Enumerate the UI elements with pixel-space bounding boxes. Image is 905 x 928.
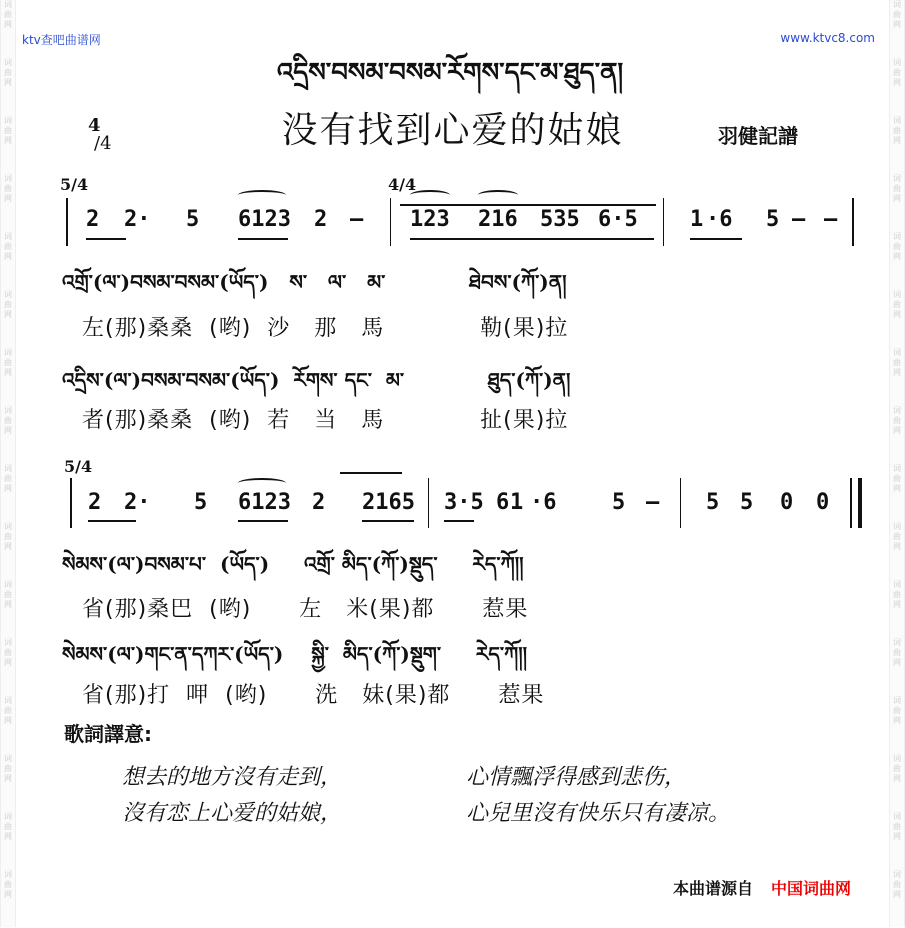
line2-note-4: 2 (312, 490, 326, 515)
line1-note-13: — (792, 207, 806, 232)
beam-top-1 (400, 204, 656, 206)
line1-note-4: 2 (314, 207, 328, 232)
slur-1c (478, 190, 518, 200)
barline-1a (390, 198, 391, 246)
underline-1a (86, 238, 126, 240)
barline-start-1 (66, 198, 68, 246)
barline-2a (428, 478, 429, 528)
right-side-watermark-strip: 词 曲 网 词 曲 网 词 曲 网 词 曲 网 词 曲 网 词 曲 网 词 曲 网 词 曲 网 词 曲 网 词 曲 网 词 曲 网 词 曲 网 词 曲 网 词 曲 网 词 曲 网 词 曲 网 (889, 0, 905, 927)
line1-note-9: 6·5 (598, 207, 638, 232)
underline-1b (238, 238, 288, 240)
line2-note-14: 0 (780, 490, 794, 515)
slur-1a (238, 190, 286, 200)
lyrics-tibetan-2a: སེམས་(ལ་)བསམ་པ་ (ཡོད་) འགྲོ་ མིད་(ཀོ་)སྡུད་ རེད་ཀོ།། (62, 552, 524, 576)
left-side-watermark-strip: 词 曲 网 词 曲 网 词 曲 网 词 曲 网 词 曲 网 词 曲 网 词 曲 网 词 曲 网 词 曲 网 词 曲 网 词 曲 网 词 曲 网 词 曲 网 词 曲 网 词 曲 网 词 曲 网 (0, 0, 16, 927)
recorder-credit: 羽健記譜 (718, 124, 798, 148)
line2-note-9: ·6 (530, 490, 557, 515)
barline-2b (680, 478, 681, 528)
lyrics-tibetan-2b: སེམས་(ལ་)གང་ན་དཀར་(ཡོད་) སྐྱི་ མིད་(ཀོ་)སྡུག་ རེད་ཀོ།། (62, 642, 528, 666)
underline-1c (410, 238, 654, 240)
underline-1d (690, 238, 742, 240)
underline-2a (88, 520, 136, 522)
lyrics-tibetan-1a: འགྲོ་(ལ་)བསམ་བསམ་(ཡོད་) ས་ ལ་ མ་ ཐེབས་(ཀོ་)ན། (62, 270, 567, 294)
line1-note-3: 6123 (238, 207, 291, 232)
slur-1b (410, 190, 450, 200)
line1-note-2: 5 (186, 207, 200, 232)
barline-1b (663, 198, 664, 246)
underline-2d (444, 520, 474, 522)
barline-end-2b (858, 478, 862, 528)
underline-2c (362, 520, 414, 522)
watermark-left: ktv查吧曲谱网 (22, 33, 101, 47)
source-site-link[interactable]: 中国词曲网 (771, 879, 852, 898)
line1-note-10: 1 (690, 207, 704, 232)
barline-end-2a (850, 478, 852, 528)
lyrics-chinese-2a: 省(那)桑巴 (哟) 左 米(果)都 惹果 (82, 597, 529, 622)
line2-note-7: 6 (496, 490, 510, 515)
line2-note-11: — (646, 490, 660, 515)
line1-note-5: — (350, 207, 364, 232)
translation-heading: 歌詞譯意: (64, 722, 152, 746)
main-time-signature: 4 /4 (88, 115, 112, 154)
slur-2a (238, 478, 286, 488)
beam-top-2 (340, 472, 402, 474)
translation-line-2b: 心兒里沒有快乐只有凄凉。 (466, 801, 731, 826)
barline-end-1 (852, 198, 854, 246)
translation-line-2a: 沒有恋上心爱的姑娘， (122, 801, 343, 826)
line1-note-6: 123 (410, 207, 450, 232)
line2-note-0: 2 (88, 490, 102, 515)
line1-note-12: 5 (766, 207, 780, 232)
line2-note-2: 5 (194, 490, 208, 515)
barline-start-2 (70, 478, 72, 528)
translation-line-1a: 想去的地方沒有走到， (122, 765, 343, 790)
line2-note-10: 5 (612, 490, 626, 515)
line1-note-7: 216 (478, 207, 518, 232)
line2-note-5: 2165 (362, 490, 415, 515)
line2-note-6: 3·5 (444, 490, 484, 515)
meter-4-4-line1: 4/4 (388, 175, 417, 194)
line2-note-8: 1 (510, 490, 524, 515)
line2-note-12: 5 (706, 490, 720, 515)
watermark-right: www.ktvc8.com (780, 31, 875, 45)
line2-note-3: 6123 (238, 490, 291, 515)
lyrics-chinese-1b: 者(那)桑桑 (哟) 若 当 馬 扯(果)拉 (82, 408, 569, 433)
tibetan-title: འདྲིས་བསམ་བསམ་རོགས་དང་མ་ཐུད་ན། (276, 58, 624, 88)
lyrics-chinese-1a: 左(那)桑桑 (哟) 沙 那 馬 勒(果)拉 (82, 316, 569, 341)
line1-note-1: 2· (124, 207, 151, 232)
line1-note-0: 2 (86, 207, 100, 232)
song-title: 没有找到心爱的姑娘 (281, 110, 624, 151)
meter-5-4-line2: 5/4 (64, 457, 93, 476)
source-label: 本曲谱源自 (673, 879, 754, 898)
underline-2b (238, 520, 288, 522)
line1-note-8: 535 (540, 207, 580, 232)
translation-line-1b: 心情飄浮得感到悲伤， (466, 765, 687, 790)
lyrics-chinese-2b: 省(那)打 呷 (哟) 洗 妹(果)都 惹果 (82, 683, 545, 708)
line1-note-11: ·6 (706, 207, 733, 232)
lyrics-tibetan-1b: འདྲིས་(ལ་)བསམ་བསམ་(ཡོད་) རོགས་ དང་ མ་ ཐུད་(ཀོ་)ན། (62, 368, 571, 392)
line1-note-14: — (824, 207, 838, 232)
meter-5-4-line1: 5/4 (60, 175, 89, 194)
line2-note-1: 2· (124, 490, 151, 515)
line2-note-15: 0 (816, 490, 830, 515)
source-credit (673, 876, 851, 899)
line2-note-13: 5 (740, 490, 754, 515)
